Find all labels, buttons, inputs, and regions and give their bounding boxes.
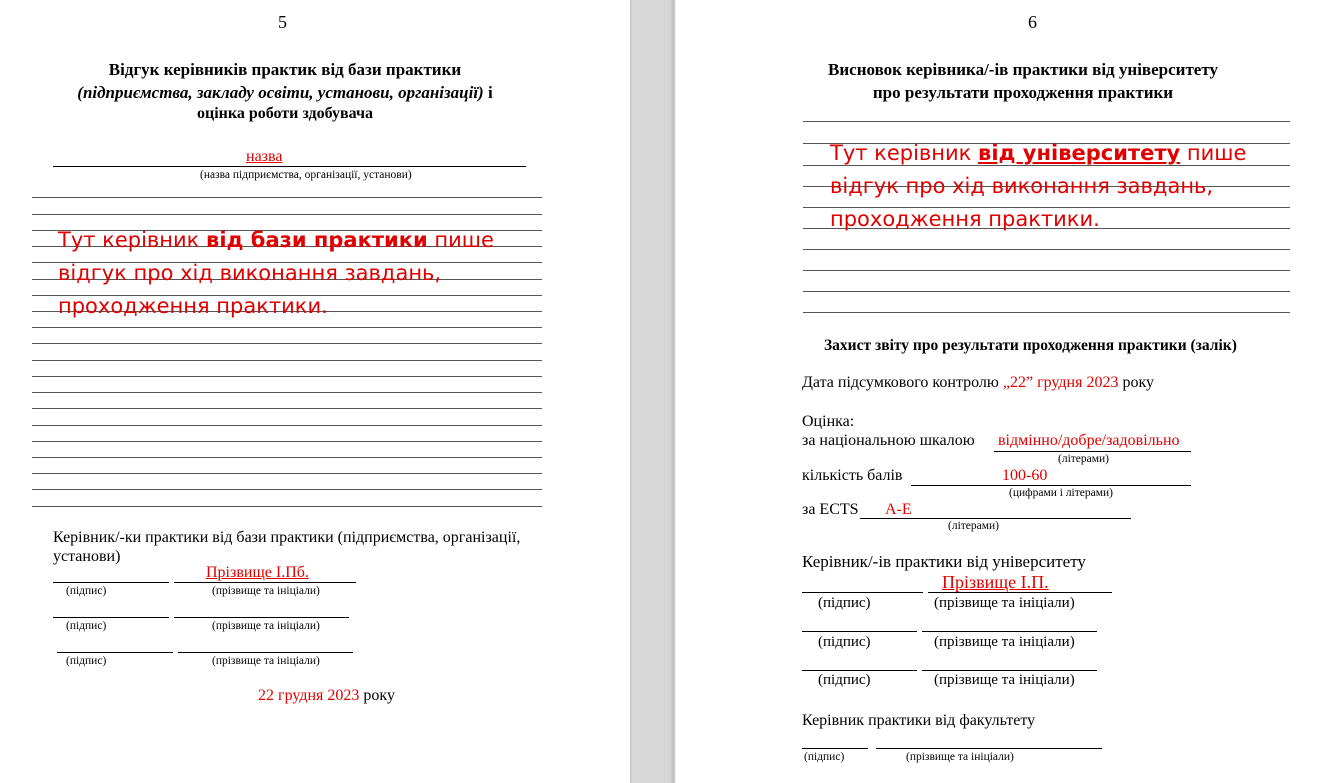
signature-caption: (підпис) bbox=[818, 672, 871, 688]
points-value[interactable]: 100-60 bbox=[1002, 467, 1048, 484]
university-supervisor-name[interactable]: Прізвище І.П. bbox=[942, 572, 1049, 592]
review-title-tail: і bbox=[483, 83, 493, 102]
page-number: 6 bbox=[1028, 12, 1037, 32]
page-number: 5 bbox=[278, 12, 287, 32]
national-scale-caption: (літерами) bbox=[1058, 453, 1110, 465]
base-supervisor-name[interactable]: Прізвище І.Пб. bbox=[206, 564, 309, 581]
signature-line bbox=[57, 652, 173, 653]
signature-line bbox=[802, 592, 923, 593]
name-caption: (прізвище та ініціали) bbox=[934, 595, 1075, 611]
date-value: „22” грудня bbox=[1002, 374, 1083, 391]
org-name-caption: (назва підприємства, організації, установи) bbox=[200, 169, 412, 181]
points-caption: (цифрами і літерами) bbox=[1009, 487, 1113, 499]
signature-caption: (підпис) bbox=[818, 595, 871, 611]
signature-caption: (підпис) bbox=[804, 751, 845, 763]
org-name-underline bbox=[53, 166, 526, 167]
page-6 bbox=[676, 0, 1334, 783]
base-supervisor-label: Керівник/-ки практики від бази практики (підприємства, організації, установи) bbox=[53, 529, 521, 565]
conclusion-instruction-note bbox=[830, 137, 1260, 236]
signature-caption: (підпис) bbox=[66, 585, 107, 597]
note-bold: від бази практики bbox=[206, 228, 428, 252]
name-line bbox=[922, 670, 1097, 671]
conclusion-title-line2: про результати проходження практики bbox=[872, 83, 1174, 102]
signature-caption: (підпис) bbox=[818, 634, 871, 650]
name-caption: (прізвище та ініціали) bbox=[212, 655, 320, 667]
signature-line bbox=[802, 670, 917, 671]
ects-caption: (літерами) bbox=[948, 520, 1000, 532]
ects-value[interactable]: A-E bbox=[885, 501, 912, 518]
signature-caption: (підпис) bbox=[66, 655, 107, 667]
name-line bbox=[876, 748, 1102, 749]
date-year: 2023 bbox=[1082, 374, 1119, 391]
name-line bbox=[174, 617, 349, 618]
name-line bbox=[178, 652, 353, 653]
conclusion-title-line1: Висновок керівника/-ів практики від університету bbox=[828, 60, 1218, 79]
name-line bbox=[922, 631, 1097, 632]
review-date-suffix: року bbox=[359, 687, 395, 704]
review-title-italic: (підприємства, закладу освіти, установи, організації) bbox=[77, 83, 484, 102]
signature-line bbox=[53, 617, 169, 618]
review-date bbox=[258, 687, 395, 705]
name-caption: (прізвище та ініціали) bbox=[906, 751, 1014, 763]
points-label: кількість балів bbox=[802, 467, 903, 484]
note-prefix: Тут керівник bbox=[58, 228, 207, 252]
signature-caption: (підпис) bbox=[66, 620, 107, 632]
date-suffix: року bbox=[1118, 374, 1155, 391]
review-title-line1: Відгук керівників практик від бази практики bbox=[108, 60, 462, 79]
national-scale-underline bbox=[994, 451, 1191, 452]
name-caption: (прізвище та ініціали) bbox=[212, 585, 320, 597]
note-rest: пише відгук про хід виконання завдань, проходження практики. bbox=[58, 228, 494, 318]
note-rest: пише відгук про хід виконання завдань, проходження практики. bbox=[830, 141, 1247, 231]
page-gutter bbox=[630, 0, 676, 783]
signature-line bbox=[53, 582, 169, 583]
review-title-line2 bbox=[0, 83, 570, 103]
signature-line bbox=[802, 748, 868, 749]
points-underline bbox=[911, 485, 1191, 486]
note-bold: від університету bbox=[978, 141, 1181, 165]
note-prefix: Тут керівник bbox=[830, 141, 979, 165]
university-supervisor-label: Керівник/-ів практики від університету bbox=[802, 552, 1086, 571]
org-name-value[interactable]: назва bbox=[246, 148, 283, 165]
ects-label: за ECTS bbox=[802, 501, 859, 518]
defense-title: Захист звіту про результати проходження практики (залік) bbox=[824, 337, 1237, 354]
national-scale-value[interactable]: відмінно/добре/задовільно bbox=[998, 432, 1180, 449]
page-5 bbox=[0, 0, 630, 783]
date-label: Дата підсумкового контролю bbox=[802, 374, 1003, 391]
signature-line bbox=[802, 631, 917, 632]
name-line bbox=[174, 582, 356, 583]
name-caption: (прізвище та ініціали) bbox=[934, 672, 1075, 688]
review-title-line3: оцінка роботи здобувача bbox=[196, 105, 374, 122]
faculty-supervisor-label: Керівник практики від факультету bbox=[802, 712, 1036, 729]
final-control-date bbox=[802, 374, 1154, 392]
name-caption: (прізвище та ініціали) bbox=[934, 634, 1075, 650]
name-caption: (прізвище та ініціали) bbox=[212, 620, 320, 632]
review-date-value: 22 грудня 2023 bbox=[258, 687, 360, 704]
national-scale-label: за національною шкалою bbox=[802, 432, 975, 449]
review-instruction-note bbox=[58, 224, 498, 323]
grade-label: Оцінка: bbox=[802, 413, 855, 430]
